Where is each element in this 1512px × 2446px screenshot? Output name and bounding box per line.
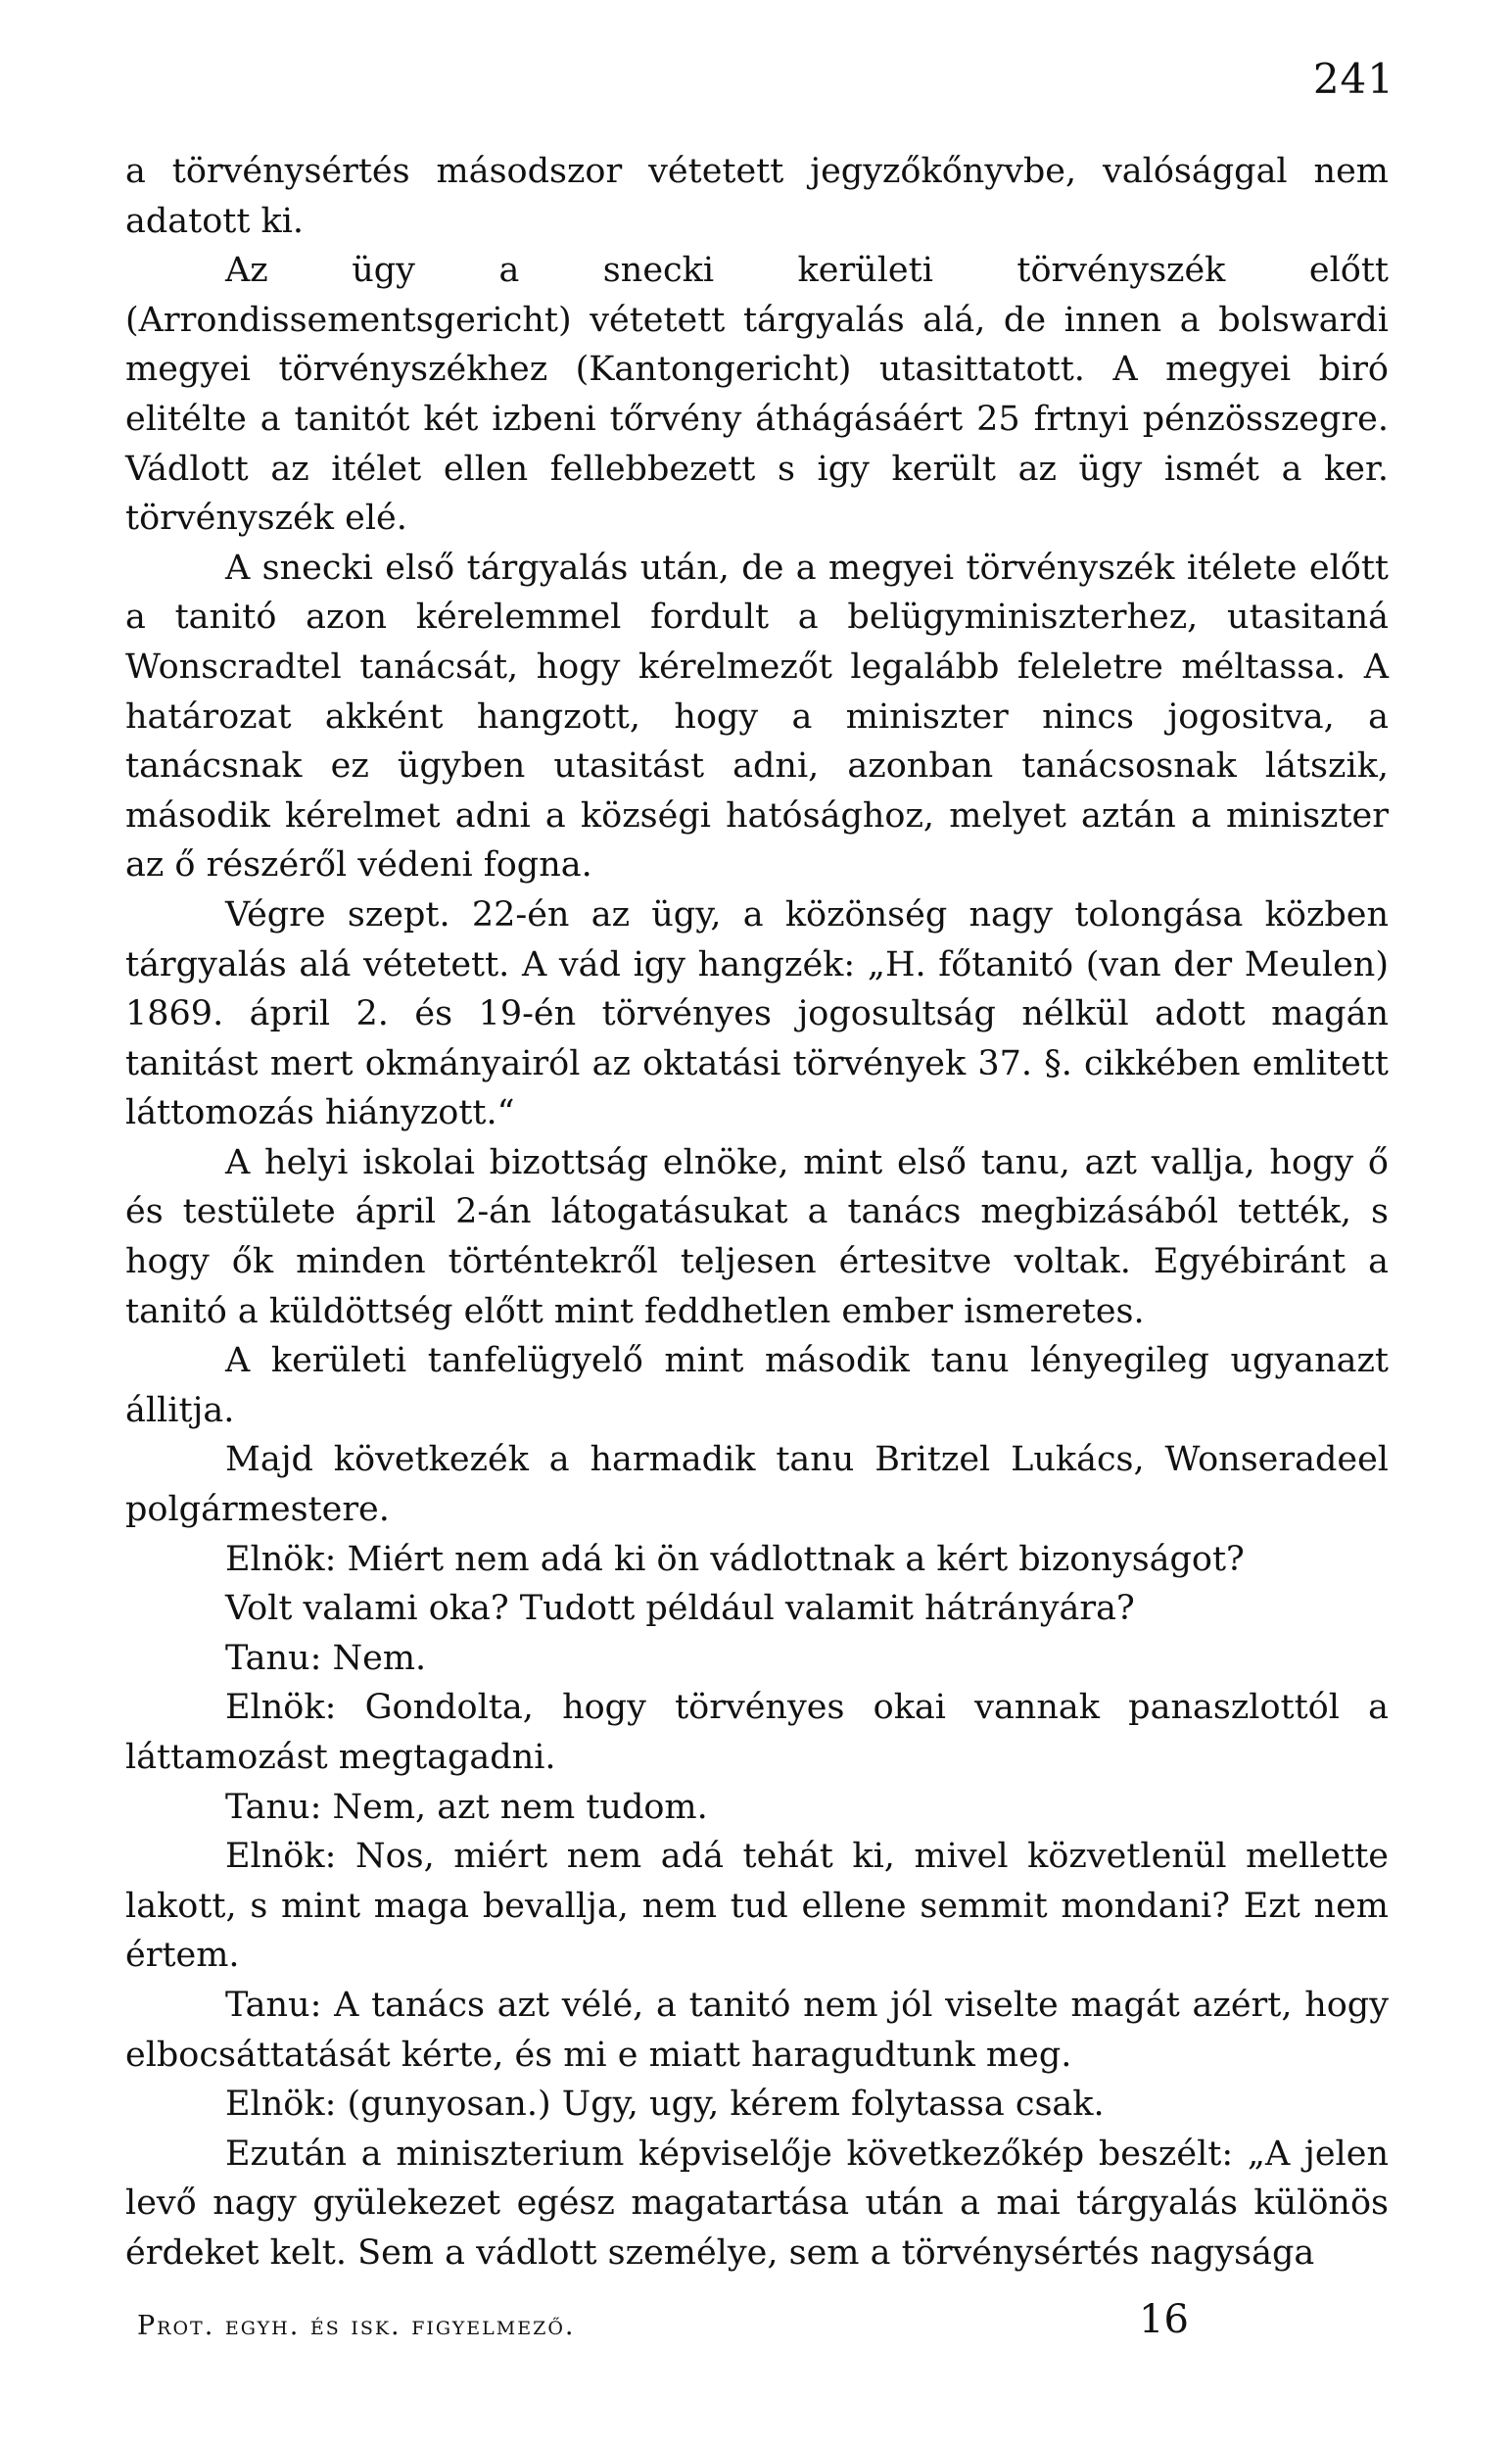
page-number: 241 (1312, 55, 1394, 103)
body-text (125, 147, 1389, 2278)
paragraph-12: Tanu: Nem, azt nem tudom. (225, 1787, 708, 1827)
paragraph-11: Elnök: Gondolta, hogy törvényes okai vannak panaszlottól a láttamozást megtagadni. (125, 1688, 1389, 1777)
paragraph-1: a törvénysértés másodszor vétetett jegyzőkőnyvbe, valósággal nem adatott ki. (125, 152, 1389, 241)
page-footer (125, 2297, 1389, 2346)
paragraph-16: Ezután a miniszterium képviselője következőkép beszélt: „A jelen levő nagy gyülekezet egész magatartása után a mai tárgyalás különös érdeket kelt. Sem a vádlott személye, sem a törvénysértés nagysága (125, 2134, 1389, 2273)
paragraph-6: A kerületi tanfelügyelő mint második tanu lényegileg ugyanazt állitja. (125, 1341, 1389, 1430)
paragraph-8: Elnök: Miért nem adá ki ön vádlottnak a kért bizonyságot? (225, 1539, 1245, 1579)
signature-mark: 16 (1139, 2297, 1189, 2342)
paragraph-7: Majd következék a harmadik tanu Britzel Lukács, Wonseradeel polgármestere. (125, 1440, 1389, 1530)
paragraph-4: Végre szept. 22-én az ügy, a közönség nagy tolongása közben tárgyalás alá vétetett. A vád igy hangzék: „H. főtanitó (van der Meulen) 1869. ápril 2. és 19-én törvényes jogosultság nélkül adott magán tanitást mert okmányairól az oktatási törvények 37. §. cikkében emlitett láttomozás hiányzott.“ (125, 894, 1389, 1133)
paragraph-3: A snecki első tárgyalás után, de a megyei törvényszék itélete előtt a tanitó azon kérelemmel fordult a belügyminiszterhez, utasitaná Wonscradtel tanácsát, hogy kérelmezőt legalább feleletre méltassa. A határozat akként hangzott, hogy a miniszter nincs jogositva, a tanácsnak ez ügyben utasitást adni, azonban tanácsosnak látszik, második kérelmet adni a községi hatósághoz, melyet aztán a miniszter az ő részéről védeni fogna. (125, 548, 1389, 886)
paragraph-10: Tanu: Nem. (225, 1638, 427, 1678)
paragraph-5: A helyi iskolai bizottság elnöke, mint első tanu, azt vallja, hogy ő és testülete ápril 2-án látogatásukat a tanács megbizásából tették, s hogy ők minden történtekről teljesen értesitve voltak. Egyébiránt a tanitó a küldöttség előtt mint feddhetlen ember ismeretes. (125, 1142, 1389, 1331)
journal-title: Prot. egyh. és isk. figyelmező. (137, 2311, 576, 2341)
paragraph-13: Elnök: Nos, miért nem adá tehát ki, mivel közvetlenül mellette lakott, s mint maga bevallja, nem tud ellene semmit mondani? Ezt nem értem. (125, 1837, 1389, 1976)
paragraph-14: Tanu: A tanács azt vélé, a tanitó nem jól viselte magát azért, hogy elbocsáttatását kérte, és mi e miatt haragudtunk meg. (125, 1985, 1389, 2075)
paragraph-9: Volt valami oka? Tudott például valamit hátrányára? (225, 1589, 1135, 1629)
paragraph-2: Az ügy a snecki kerületi törvényszék előtt (Arrondissementsgericht) vétetett tárgyalás alá, de innen a bolswardi megyei törvényszékhez (Kantongericht) utasittatott. A megyei biró elitélte a tanitót két izbeni tőrvény áthágásáért 25 frtnyi pénzösszegre. Vádlott az itélet ellen fellebbezett s igy került az ügy ismét a ker. törvényszék elé. (125, 251, 1389, 539)
paragraph-15: Elnök: (gunyosan.) Ugy, ugy, kérem folytassa csak. (225, 2085, 1105, 2125)
